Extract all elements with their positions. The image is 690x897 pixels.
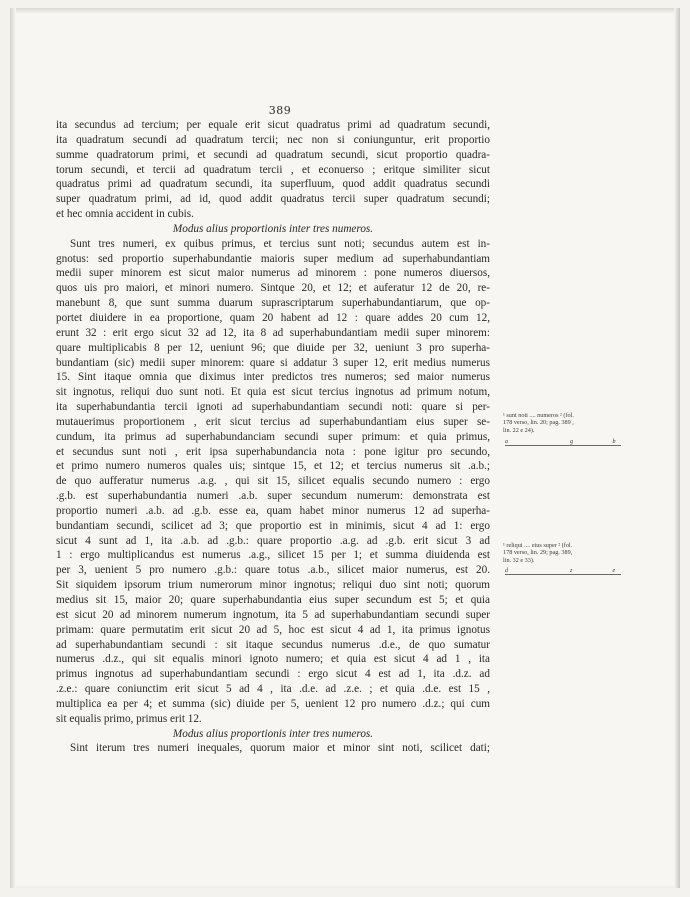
text-line: medii super minorem est sicut maior numerus ad minorem : pone numeros diuersos, — [56, 267, 490, 280]
text-line: portet diuidere in ea proportione, quam 20 habent ad 12 : quare addes 20 cum 12, — [56, 311, 490, 324]
segment-point-label: g — [569, 439, 573, 445]
segment-point-label: d — [505, 568, 508, 574]
text-line: mutauerimus proportionem , erit sicut tercius ad superhabundantiam eius super se- — [56, 415, 490, 428]
margin-note-line: lin. 32 e 33). — [503, 556, 535, 564]
text-line: super quadratum primi, ad id, quod addit quadratus tercii super quadratum secundi; — [56, 193, 490, 206]
page-right-edge — [674, 8, 680, 888]
section-heading: Modus alius proportionis inter tres numeros. — [172, 222, 374, 235]
margin-note-line: 178 verso, lin. 29; pag. 389, — [503, 549, 573, 557]
main-text-block — [56, 118, 490, 756]
text-line: summe quadratorum primi, et secundi ad quadratum secundi, sicut proportio quadra- — [56, 148, 490, 161]
segment-point-label: a — [505, 439, 508, 445]
text-line: Sint iterum tres numeri inequales, quorum maior et minor sint noti, scilicet dati; — [70, 742, 490, 755]
page-number: 389 — [268, 104, 292, 117]
text-line: sit ingnotus, reliqui duo sunt noti. Et quia est sicut tercius ingnotus ad primum notum, — [56, 386, 490, 399]
text-line: .z.e.: quare coniunctim erit sicut 5 ad 4 , ita .d.e. ad .z.e. ; et quia .d.e. est 15 , — [56, 683, 490, 696]
text-line: cundum, ita primus ad superhabundanciam secundi super primum: et quia primus, — [56, 430, 490, 443]
text-line: et primo numero numeros quales uis; sintque 15, et 12; et tercius numerus sit .a.b.; — [56, 460, 490, 473]
text-line: .g.b. est superhabundantia numeri .a.b. super secundum numerum: demonstrata est — [56, 490, 490, 503]
text-line: ita secundus ad tercium; per equale erit sicut quadratus primi ad quadratum secundi, — [56, 119, 490, 131]
text-line: primam: quare permutatim erit sicut 20 ad 5, hoc est sicut 4 ad 1, ita primus ignotus — [56, 623, 490, 636]
margin-note-1 — [503, 412, 621, 434]
segment-point-label: b — [612, 439, 616, 445]
section-heading: Modus alius proportionis inter tres numeros. — [172, 727, 374, 740]
segment-point-label: e — [612, 568, 616, 574]
text-line: per 3, uenient 5 pro numero .g.b.: quare totus .a.b., silicet maior numerus, est 20. — [56, 564, 490, 577]
text-line: et secundus sunt noti , erit ipsa superhabundancia nota : pone igitur pro secundo, — [56, 445, 490, 458]
text-line: ad superhabundantiam secundi : sit itaque secundus numerus .d.e., de quo sumatur — [56, 638, 490, 651]
text-line: ita quadratum secundi ad quadratum tercii; nec non si coniunguntur, erit proportio — [56, 133, 490, 146]
text-line: 1 : ergo multiplicandus est numerus .a.g., silicet 15 per 1; et summa diuidenda est — [56, 549, 490, 562]
text-line: Sit siquidem ipsorum trium numerorum minor ingnotus; reliqui duo sint noti; quorum — [56, 579, 490, 592]
text-line: gnotus: sed proportio superhabundantie maioris super medium ad superhabundantiam — [56, 252, 490, 265]
text-line: manebunt 8, que sunt summa duarum suprascriptarum superhabundantiarum, que op- — [56, 297, 490, 310]
text-line: numerus .d.z., qui sit equalis minori ignoto numero; et quia est sicut 4 ad 1 , ita — [56, 653, 490, 666]
page-spine-shadow — [10, 8, 16, 888]
text-line: proportio numeri .a.b. ad .g.b. esse ea, quam habet minor numerus 12 ad superha- — [56, 504, 490, 517]
text-line: quadratus primi ad quadratum secundi, ita superfluum, quod addit quadratus secundi — [56, 178, 490, 191]
margin-diagram-de — [505, 565, 621, 577]
segment-line — [505, 445, 621, 446]
text-line: primus ingnotus ad superhabundantiam secundi : ergo sicut 4 est ad 1, ita .d.z. ad — [56, 668, 490, 681]
text-line: erunt 32 : erit ergo sicut 32 ad 12, ita 8 ad superhabundantiam medii super minorem: — [56, 326, 490, 339]
text-line: de quo aufferatur numerus .a.g. , qui sit 15, silicet equalis secundo numero : ergo — [56, 475, 490, 488]
text-line: multiplica ea per 4; et summa (sic) diuide per 5, uenient 12 pro numero .d.z.; qui cum — [56, 697, 490, 710]
margin-diagram-ab — [505, 436, 621, 448]
page-top-edge — [10, 8, 680, 14]
text-line: quare multiplicabis 8 per 12, ueniunt 96; que diuide per 32, ueniunt 3 pro superha- — [56, 341, 490, 354]
text-line: bundantiam secundi, scilicet ad 3; que proportio est in minimis, sicut 4 ad 1: ergo — [56, 519, 490, 532]
margin-note-line: ¹ reliqui .... eius super ² (fol. — [503, 542, 573, 549]
segment-point-label: z — [569, 568, 573, 574]
text-line: Sunt tres numeri, ex quibus primus, et tercius sunt noti; secundus autem est in- — [70, 237, 490, 250]
text-line: est sicut 20 ad minorem numerum ingnotum, ita 5 ad superhabundantiam secundi super — [56, 608, 490, 621]
margin-note-line: ¹ sunt noti .... numeros ² (fol. — [503, 412, 574, 419]
margin-note-line: 178 verso, lin. 20; pag. 389 , — [503, 419, 574, 427]
text-line: 15. Sint itaque omnia que diximus inter predictos tres numeros; sed maior numerus — [56, 371, 490, 384]
text-line: ita superhabundantia tercii ignoti ad superhabundantiam secundi noti: quare si per- — [56, 401, 490, 414]
margin-note-2 — [503, 542, 621, 564]
text-line: et hec omnia accident in cubis. — [56, 208, 194, 221]
text-line: medius sit 15, maior 20; quare superhabundantia eius super secundum est 5; et quia — [56, 594, 490, 606]
text-line: bundantiam (sic) medii super minorem: quare si addatur 3 super 12, erit medius numerus — [56, 356, 490, 369]
margin-note-line: lin. 22 e 24). — [503, 426, 535, 434]
text-line: sicut 4 sunt ad 1, ita .a.b. ad .g.b.: quare proportio .a.g. ad .g.b. erit sicut 3 ad — [56, 534, 490, 547]
text-line: sit equalis primo, primus erit 12. — [56, 712, 202, 725]
text-line: torum secundi, et tercii ad quadratum tercii , et econuerso ; eritque similiter sicut — [56, 163, 490, 176]
text-line: quos uis pro maiori, et minori numero. Sintque 20, et 12; et auferatur 12 de 20, re- — [56, 282, 490, 295]
segment-line — [505, 574, 621, 575]
